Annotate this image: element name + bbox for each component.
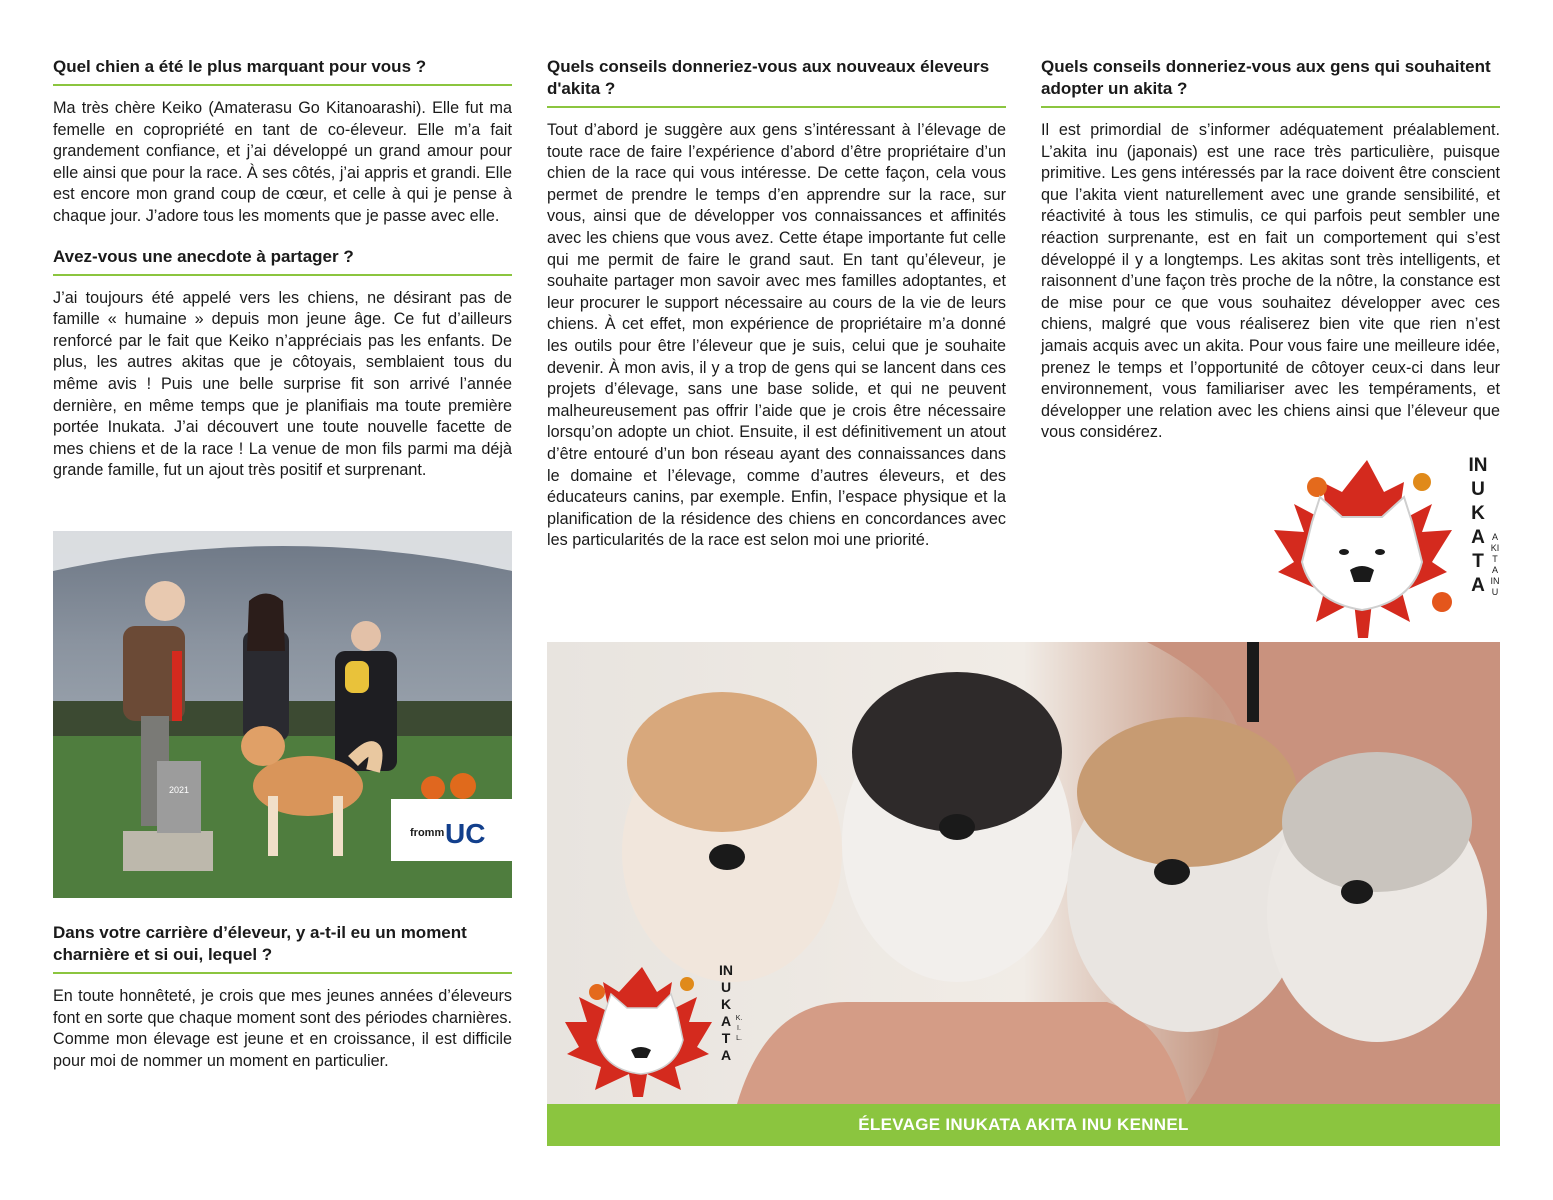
puppies-photo — [547, 642, 1500, 1104]
mini-logo-sub-vertical: K.I.L. — [735, 1015, 743, 1042]
answer-anecdote: J’ai toujours été appelé vers les chiens, ne désirant pas de famille « humaine » depuis mon jeune âge. Ce fut d’ailleurs renforcé par le fait que Keiko n’appréciais pas les enfants. De plus, les autres akitas que je côtoyais, semblaient tous du même avis ! Puis une belle surprise fit son arrivé l’année dernière, en même temps que je planifiais ma toute première portée Inukata. J’ai découvert une toute nouvelle facette de mes chiens et de la race ! La venue de mon fils parmi ma déjà grande famille, fut un ajout très positif et surprenant. — [53, 288, 512, 480]
column-3 — [1041, 52, 1500, 444]
column-1 — [53, 52, 512, 482]
answer-most-memorable-dog: Ma très chère Keiko (Amaterasu Go Kitanoarashi). Elle fut ma femelle en copropriété en tant de co-éleveur. Elle m’a fait grandement confiance, et j’ai développé un grand amour pour elle ainsi que pour la race. À ses côtés, j’ai appris et grandi. Elle est encore mon grand coup de cœur, et celle à qui je pense à chaque jour. J’adore tous les moments que je passe avec elle. — [53, 99, 512, 225]
kennel-caption-banner: ÉLEVAGE INUKATA AKITA INU KENNEL — [547, 1104, 1500, 1146]
sign-brand: fromm — [410, 827, 445, 839]
dog-show-photo — [53, 531, 512, 898]
heading-advice-new-breeders: Quels conseils donneriez-vous aux nouveaux éleveurs d'akita ? — [547, 52, 1006, 108]
heading-anecdote: Avez-vous une anecdote à partager ? — [53, 242, 512, 276]
puppies-illustration — [547, 642, 1500, 1104]
answer-turning-point: En toute honnêteté, je crois que mes jeunes années d’éleveurs font en sorte que chaque moment sont des périodes charnières. Comme mon élevage est jeune et en croissance, il est difficile pour moi de nommer un moment en particulier. — [53, 987, 512, 1070]
sign-logo: UC — [445, 818, 486, 849]
column-2 — [547, 52, 1006, 552]
heading-most-memorable-dog: Quel chien a été le plus marquant pour vous ? — [53, 52, 512, 86]
logo-brand-vertical: INUKATA — [1468, 455, 1488, 596]
answer-advice-adopters: Il est primordial de s’informer adéquatement préalablement. L’akita inu (japonais) est une race très particulière, puisque primitive. Les gens intéressés par la race doivent être conscient que l’akita vient naturellement avec une grande sensibilité, et réactivité à tous les stimulis, ce qui parfois peut sembler une réaction surprenante, est en fait un comportement qui s’est développé il y a longtemps. Les akitas sont très intelligents, et raisonnent d’une façon très proche de la nôtre, la constance est de mise pour ce que vous souhaitez développer avec ces chiens, malgré que vous réaliserez bien vite que rien n’est jamais acquis avec un akita. Pour vous faire une meilleure idée, prenez le temps et l’opportunité de côtoyer ceux-ci dans leur environnement, vous familiariser avec les tempéraments, et développer une relation avec les chiens ainsi que l’éleveur que vous considérez. — [1041, 121, 1500, 442]
heading-advice-adopters: Quels conseils donneriez-vous aux gens qui souhaitent adopter un akita ? — [1041, 52, 1500, 108]
inukata-logo — [1272, 452, 1512, 638]
mini-logo-brand-vertical: INUKATA — [719, 962, 733, 1063]
logo-sub-vertical: AKITA INU — [1490, 532, 1500, 597]
answer-advice-new-breeders: Tout d’abord je suggère aux gens s’intéressant à l’élevage de toute race de faire l’expérience d’abord d’être propriétaire d’un chien de la race qui vous intéresse. De cette façon, cela vous permet de prendre le temps d’en apprendre sur la race, sur vous, ainsi que de développer vos connaissances et affinités avec les chiens que vous avez. Cette étape importante fut celle qui me permit de faire le grand saut. En tant qu’éleveur, je souhaite partager mon savoir avec mes familles adoptantes, et leur procurer le support nécessaire au cours de la vie de leurs chiens. À cet effet, mon expérience de propriétaire m’a donné les outils pour être l’éleveur que je suis, celui que je souhaite devenir. À mon avis, il y a trop de gens qui se lancent dans ces projets d’élevage, sans une base solide, et qui ne peuvent malheureusement pas offrir l’aide que je crois être nécessaire lorsqu’on adopte un chiot. Ensuite, il est définitivement un atout d’être entouré d’un bon réseau ayant des connaissances dans le domaine et l’élevage, comme d’autres éleveurs, et des éducateurs canins, par exemple. Enfin, l’espace physique et la planification de la résidence des chiens en concordances avec les particularités de la race est selon moi une priorité. — [547, 121, 1006, 550]
podium-year: 2021 — [168, 785, 190, 795]
column-1-lower — [53, 918, 512, 1072]
heading-turning-point: Dans votre carrière d’éleveur, y a-t-il eu un moment charnière et si oui, lequel ? — [53, 918, 512, 974]
dog-show-illustration — [53, 531, 512, 898]
